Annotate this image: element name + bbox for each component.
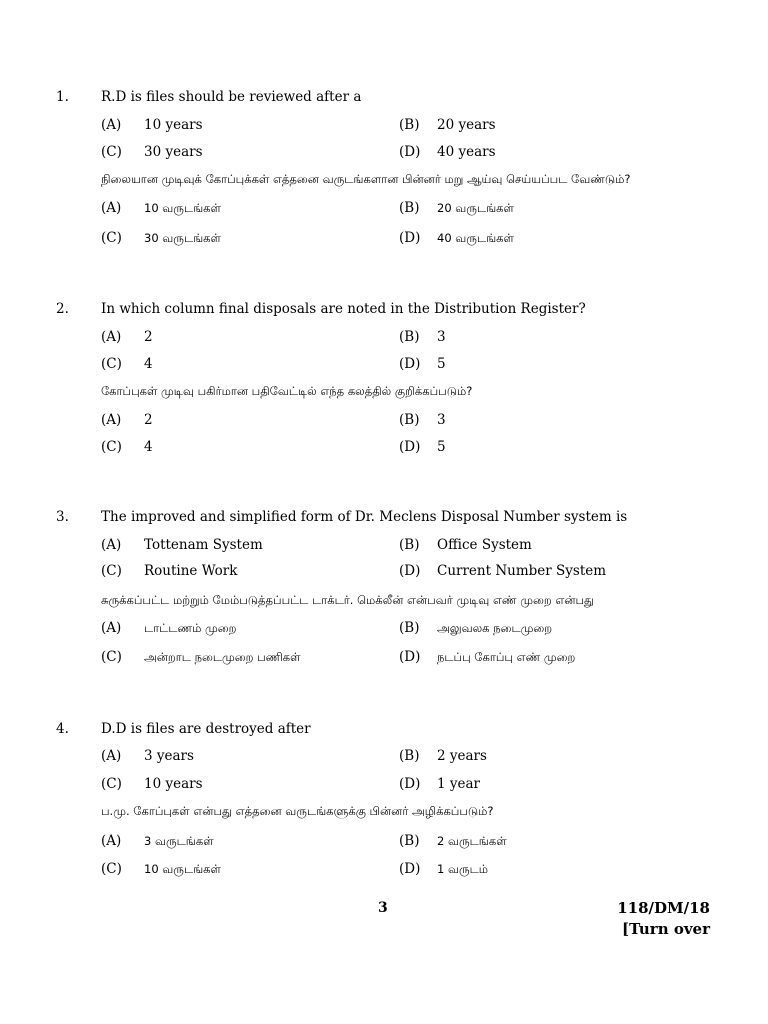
option-d: 1 year: [437, 776, 480, 792]
tamil-option-label-a: (A): [101, 833, 122, 849]
tamil-option-c: 4: [144, 439, 153, 455]
tamil-option-label-b: (B): [399, 620, 420, 636]
question-text-tamil: சுருக்கப்பட்ட மற்றும் மேம்படுத்தப்பட்ட டாக்டர். மெக்லீன் என்பவர் முடிவு எண் முறை என்பது: [101, 593, 595, 607]
option-label-a: (A): [101, 329, 122, 345]
tamil-option-label-b: (B): [399, 412, 420, 428]
tamil-option-d: நடப்பு கோப்பு எண் முறை: [437, 650, 576, 664]
option-b: 2 years: [437, 748, 487, 764]
option-a: 3 years: [144, 748, 194, 764]
tamil-option-d: 1 வருடம்: [437, 862, 489, 876]
tamil-option-d: 40 வருடங்கள்: [437, 231, 514, 245]
option-label-d: (D): [399, 356, 421, 372]
tamil-option-label-d: (D): [399, 230, 421, 246]
option-label-c: (C): [101, 356, 122, 372]
tamil-option-a: டாட்டணம் முறை: [144, 621, 237, 635]
option-label-c: (C): [101, 563, 122, 579]
tamil-option-label-c: (C): [101, 439, 122, 455]
option-label-a: (A): [101, 537, 122, 553]
option-c: 10 years: [144, 776, 203, 792]
question-number: 4.: [56, 721, 69, 737]
question-text: The improved and simplified form of Dr. Meclens Disposal Number system is: [101, 509, 628, 525]
option-label-c: (C): [101, 776, 122, 792]
option-a: 10 years: [144, 117, 203, 133]
tamil-option-b: 3: [437, 412, 446, 428]
tamil-option-a: 2: [144, 412, 153, 428]
option-label-c: (C): [101, 144, 122, 160]
turn-over-note: [Turn over: [622, 920, 710, 938]
question-text: D.D is files are destroyed after: [101, 721, 311, 737]
question-number: 2.: [56, 301, 69, 317]
option-d: Current Number System: [437, 563, 607, 579]
tamil-option-c: அன்றாட நடைமுறை பணிகள்: [144, 650, 301, 664]
option-label-b: (B): [399, 537, 420, 553]
option-d: 40 years: [437, 144, 496, 160]
footer-code-block: [617, 898, 710, 940]
question-text: R.D is files should be reviewed after a: [101, 89, 362, 105]
option-label-d: (D): [399, 776, 421, 792]
option-label-b: (B): [399, 117, 420, 133]
tamil-option-c: 30 வருடங்கள்: [144, 231, 221, 245]
option-label-a: (A): [101, 748, 122, 764]
option-b: 20 years: [437, 117, 496, 133]
option-c: Routine Work: [144, 563, 238, 579]
question-text-tamil: நிலையான முடிவுக் கோப்புக்கள் எத்தனை வருடங்களான பின்னர் மறு ஆய்வு செய்யப்பட வேண்டும்?: [101, 172, 631, 186]
question-number: 3.: [56, 509, 69, 525]
paper-code: 118/DM/18: [617, 899, 710, 917]
tamil-option-label-c: (C): [101, 230, 122, 246]
tamil-option-a: 10 வருடங்கள்: [144, 201, 221, 215]
option-a: 2: [144, 329, 153, 345]
tamil-option-label-d: (D): [399, 861, 421, 877]
tamil-option-label-b: (B): [399, 833, 420, 849]
option-b: 3: [437, 329, 446, 345]
tamil-option-d: 5: [437, 439, 446, 455]
option-label-b: (B): [399, 329, 420, 345]
option-b: Office System: [437, 537, 532, 553]
page-number: 3: [378, 900, 388, 916]
tamil-option-c: 10 வருடங்கள்: [144, 862, 221, 876]
tamil-option-label-a: (A): [101, 620, 122, 636]
tamil-option-label-c: (C): [101, 861, 122, 877]
question-number: 1.: [56, 89, 69, 105]
tamil-option-b: 2 வருடங்கள்: [437, 834, 507, 848]
tamil-option-label-a: (A): [101, 412, 122, 428]
option-label-b: (B): [399, 748, 420, 764]
question-text-tamil: கோப்புகள் முடிவு பகிர்மான பதிவேட்டில் எந்த கலத்தில் குறிக்கப்படும்?: [101, 384, 473, 398]
tamil-option-b: அலுவலக நடைமுறை: [437, 621, 553, 635]
tamil-option-label-d: (D): [399, 439, 421, 455]
option-c: 30 years: [144, 144, 203, 160]
option-a: Tottenam System: [144, 537, 263, 553]
option-d: 5: [437, 356, 446, 372]
option-label-d: (D): [399, 144, 421, 160]
tamil-option-label-d: (D): [399, 649, 421, 665]
option-label-a: (A): [101, 117, 122, 133]
option-c: 4: [144, 356, 153, 372]
tamil-option-b: 20 வருடங்கள்: [437, 201, 514, 215]
question-text: In which column final disposals are noted in the Distribution Register?: [101, 301, 586, 317]
tamil-option-label-c: (C): [101, 649, 122, 665]
tamil-option-a: 3 வருடங்கள்: [144, 834, 214, 848]
question-text-tamil: ப.மு. கோப்புகள் என்பது எத்தனை வருடங்களுக்கு பின்னர் அழிக்கப்படும்?: [101, 804, 494, 818]
tamil-option-label-a: (A): [101, 200, 122, 216]
tamil-option-label-b: (B): [399, 200, 420, 216]
option-label-d: (D): [399, 563, 421, 579]
